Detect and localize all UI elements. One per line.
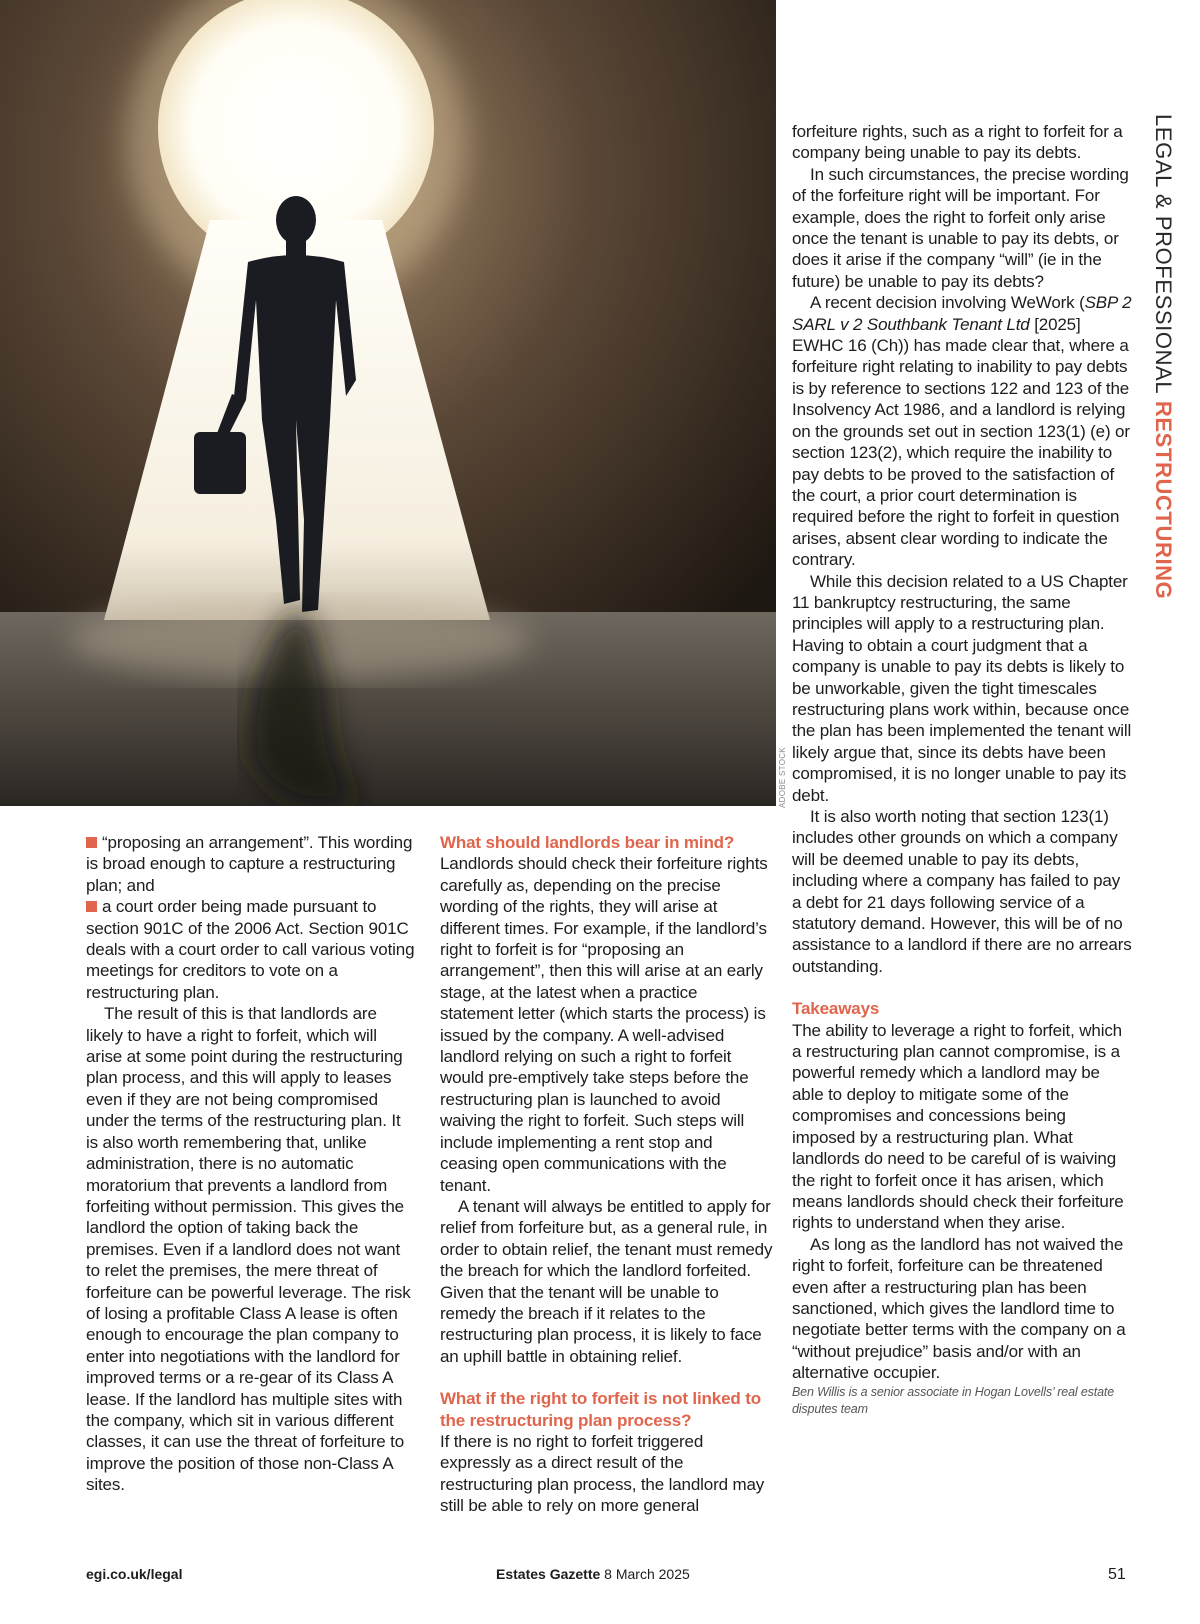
publication-name: Estates Gazette [496, 1566, 601, 1582]
section-tag-accent: RESTRUCTURING [1151, 400, 1176, 600]
photo-credit: ADOBE STOCK [778, 747, 787, 808]
subheading: Takeaways [792, 999, 880, 1019]
subheading: What if the right to forfeit is not linked to the restructuring plan process? [440, 1389, 761, 1430]
article-column-2 [440, 832, 774, 1517]
keyhole-illustration [0, 0, 776, 806]
footer-website: egi.co.uk/legal [86, 1566, 183, 1582]
section-tag-prefix: LEGAL & PROFESSIONAL [1151, 114, 1176, 395]
body-paragraph: A tenant will always be entitled to apply for relief from forfeiture but, as a general rule, in order to obtain relief, the tenant must remedy the breach for which the landlord forfeited. Given that the tenant will be unable to remedy the breach if it relates to the restructuring plan process, it is likely to face an uphill battle in obtaining relief. [440, 1196, 773, 1366]
body-paragraph: forfeiture rights, such as a right to forfeit for a company being unable to pay its debts. [792, 122, 1123, 163]
case-text-before: A recent decision involving WeWork ( [810, 293, 1085, 313]
body-paragraph: If there is no right to forfeit triggered expressly as a direct result of the restructuring plan process, the landlord may still be able to rely on more general [440, 1431, 765, 1516]
article-column-3 [792, 121, 1132, 1418]
page-footer [0, 1566, 1200, 1588]
footer-publication [496, 1566, 690, 1582]
bullet-square-icon [86, 901, 97, 912]
body-paragraph: The ability to leverage a right to forfeit, which a restructuring plan cannot compromise, is a powerful remedy which a landlord may be able to deploy to mitigate some of the compromises and concessions being imposed by a restructuring plan. What landlords do need to be careful of is waiving the right to forfeit once it has arisen, which means landlords should check their forfeiture rights to understand when they arise. [792, 1020, 1124, 1233]
bullet-text: “proposing an arrangement”. This wording is broad enough to capture a restructuring plan; and [86, 833, 413, 895]
body-paragraph [792, 292, 1132, 570]
body-paragraph: The result of this is that landlords are likely to have a right to forfeit, which will arise at some point during the restructuring plan process, and this will apply to leases even if they are not being compromised under the terms of the restructuring plan. It is also worth remembering that, unlike administration, there is no automatic moratorium that prevents a landlord from forfeiting without permission. This gives the landlord the option of taking back the premises. Even if a landlord does not want to relet the premises, the mere threat of forfeiture can be powerful leverage. The risk of losing a profitable Class A lease is often enough to encourage the plan company to enter into negotiations with the landlord for improved terms or a re-gear of its Class A lease. If the landlord has multiple sites with the company, which sit in various different classes, it can use the threat of forfeiture to improve the position of those non-Class A sites. [86, 1004, 411, 1495]
bullet-text: a court order being made pursuant to section 901C of the 2006 Act. Section 901C deals with a court order to call various voting meetings for creditors to vote on a restructuring plan. [86, 897, 415, 1002]
case-citation: SBP 2 SARL v 2 Southbank Tenant Ltd [792, 293, 1132, 334]
body-paragraph: While this decision related to a US Chapter 11 bankruptcy restructuring, the same principles will apply to a restructuring plan. Having to obtain a court judgment that a company is unable to pay its debts is likely to be unworkable, given the tight timescales restructuring plans work within, because once the plan has been implemented the tenant will likely argue that, since its debts have been compromised, it is no longer unable to pay its debt. [792, 571, 1132, 805]
bullet-item [86, 896, 416, 1003]
bullet-item [86, 832, 416, 896]
page-number: 51 [1108, 1566, 1126, 1583]
body-paragraph: It is also worth noting that section 123(1) includes other grounds on which a company will be deemed unable to pay its debts, including where a company has failed to pay a debt for 21 days following service of a statutory demand. However, this will be of no assistance to a landlord if there are no arrears outstanding. [792, 807, 1132, 976]
bullet-square-icon [86, 837, 97, 848]
body-paragraph: In such circumstances, the precise wording of the forfeiture right will be important. For example, does the right to forfeit only arise once the tenant is unable to pay its debts, or does it arise if the company “will” (ie in the future) be unable to pay its debts? [792, 164, 1129, 291]
section-tag [1146, 114, 1176, 600]
body-paragraph: As long as the landlord has not waived the right to forfeit, forfeiture can be threatened even after a restructuring plan has been sanctioned, which gives the landlord time to negotiate better terms with the company on a “without prejudice” basis and/or with an alternative occupier. [792, 1234, 1126, 1383]
article-column-1 [86, 832, 416, 1496]
case-text-after: [2025] EWHC 16 (Ch)) has made clear that, where a forfeiture right relating to inability to pay debts is by reference to sections 122 and 123 of the Insolvency Act 1986, and a landlord is relying on the grounds set out in section 123(1) (e) or section 123(2), which require the inability to pay debts to be proved to the satisfaction of the court, a prior court determination is required before the right to forfeit in question arises, absent clear wording to indicate the contrary. [792, 314, 1130, 570]
author-byline: Ben Willis is a senior associate in Hogan Lovells’ real estate disputes team [792, 1384, 1115, 1416]
publication-date: 8 March 2025 [600, 1566, 690, 1582]
subheading: What should landlords bear in mind? [440, 833, 735, 852]
hero-photo [0, 0, 776, 806]
body-paragraph: Landlords should check their forfeiture rights carefully as, depending on the precise wording of the rights, they will arise at different times. For example, if the landlord’s right to forfeit is for “proposing an arrangement”, then this will arise at an early stage, at the latest when a practice statement letter (which starts the process) is issued by the company. A well-advised landlord relying on such a right to forfeit would pre-emptively take steps before the restructuring plan is launched to avoid waiving the right to forfeit. Such steps will include implementing a rent stop and ceasing open communications with the tenant. [440, 854, 768, 1195]
